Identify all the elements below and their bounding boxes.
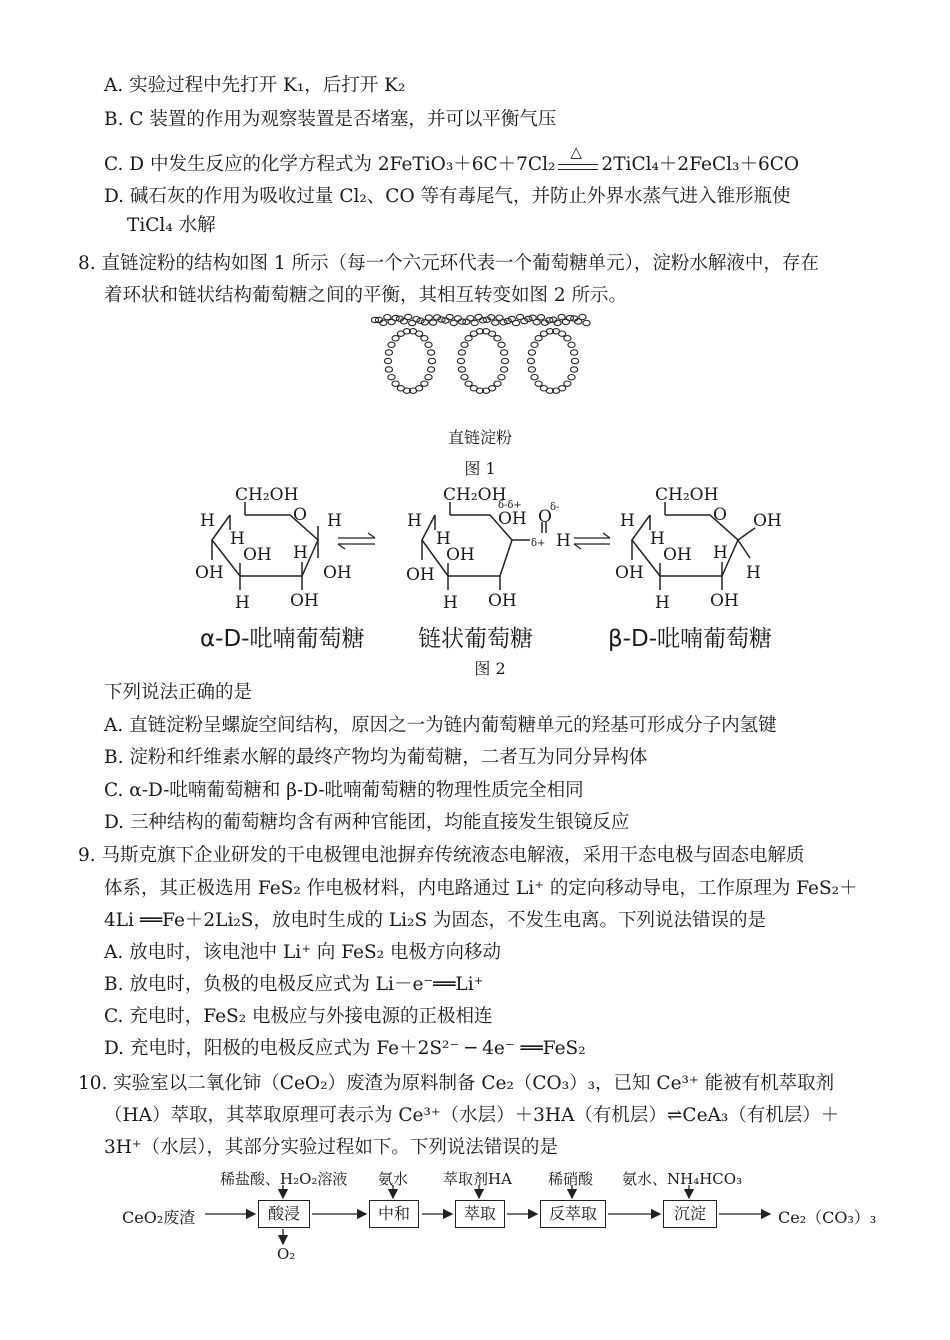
- alpha-oh: OH: [195, 563, 224, 583]
- byproduct-label: O₂: [277, 1245, 296, 1263]
- alpha-h: H: [293, 543, 308, 563]
- beta-oh: OH: [615, 563, 644, 583]
- beta-glucose-label: β-D-吡喃葡萄糖: [608, 626, 772, 652]
- beta-ring-o: O: [713, 505, 727, 525]
- alpha-ch2oh: CH₂OH: [235, 485, 299, 505]
- q7-option-c-reactants: C. D 中发生反应的化学方程式为 2FeTiO₃＋6C＋7Cl₂: [104, 154, 556, 175]
- alpha-h: H: [327, 511, 342, 531]
- amylose-helix-figure: [365, 305, 595, 405]
- q7-option-c: [104, 143, 800, 178]
- chain-oh: OH: [406, 565, 435, 585]
- chain-oh: OH: [498, 509, 527, 529]
- beta-h: H: [620, 511, 635, 531]
- q10-stem-line1: 10. 实验室以二氧化铈（CeO₂）废渣为原料制备 Ce₂（CO₃）₃，已知 Ce³⁺ 能被有机萃取剂: [78, 1073, 835, 1094]
- chain-ch2oh: CH₂OH: [443, 485, 507, 505]
- flow-end: Ce₂（CO₃）₃: [778, 1208, 877, 1227]
- q10-stem-line3: 3H⁺（水层），其部分实验过程如下。下列说法错误的是: [104, 1137, 558, 1158]
- equilibrium-arrows: [338, 533, 375, 549]
- alpha-ring-o: O: [293, 505, 307, 525]
- figure1-label: 直链淀粉: [447, 428, 512, 447]
- flow-start: CeO₂废渣: [122, 1208, 196, 1227]
- reagent-label: 稀硝酸: [548, 1170, 594, 1188]
- reagent-label: 氨水: [378, 1170, 409, 1188]
- q7-option-d-line1: D. 碱石灰的作用为吸收过量 Cl₂、CO 等有毒尾气，并防止外界水蒸气进入锥形瓶使: [104, 186, 791, 207]
- q9-stem-line1: 9. 马斯克旗下企业研发的干电极锂电池摒弃传统液态电解液，采用干态电极与固态电解质: [78, 845, 805, 866]
- chain-delta-plus: δ+: [531, 538, 546, 549]
- q10-stem-line2: （HA）萃取，其萃取原理可表示为 Ce³⁺（水层）＋3HA（有机层）⇌CeA₃（有机层）＋: [104, 1105, 840, 1126]
- q8-option-b: B. 淀粉和纤维素水解的最终产物均为葡萄糖，二者互为同分异构体: [104, 747, 648, 768]
- q8-stem-line2: 着环状和链状结构葡萄糖之间的平衡，其相互转变如图 2 所示。: [104, 285, 628, 306]
- reagent-label: 氨水、NH₄HCO₃: [622, 1170, 743, 1188]
- chain-glucose-label: 链状葡萄糖: [418, 626, 533, 652]
- beta-ch2oh: CH₂OH: [655, 485, 719, 505]
- flow-step-precipitate: 沉淀: [663, 1200, 717, 1228]
- q9-stem-line2: 体系，其正极选用 FeS₂ 作电极材料，内电路通过 Li⁺ 的定向移动导电，工作原理为 FeS₂＋: [104, 878, 858, 899]
- equals-double-line: [558, 164, 598, 165]
- flow-step-acid-leach: 酸浸: [258, 1200, 310, 1228]
- alpha-oh: OH: [323, 563, 352, 583]
- q7-option-a: A. 实验过程中先打开 K₁，后打开 K₂: [104, 75, 406, 96]
- alpha-oh: OH: [243, 545, 272, 565]
- q8-stem-line1: 8. 直链淀粉的结构如图 1 所示（每一个六元环代表一个葡萄糖单元），淀粉水解液中，存在: [78, 253, 819, 274]
- reagent-label: 萃取剂HA: [443, 1170, 512, 1188]
- chain-h: H: [443, 593, 458, 613]
- beta-oh: OH: [753, 511, 782, 531]
- alpha-h: H: [200, 511, 215, 531]
- q7-option-c-products: 2TiCl₄＋2FeCl₃＋6CO: [601, 154, 800, 175]
- beta-oh: OH: [710, 591, 739, 611]
- equilibrium-arrows: [574, 533, 610, 549]
- chain-delta-pair: δ-δ+: [498, 500, 522, 511]
- q9-stem-line3: 4Li ══Fe＋2Li₂S，放电时生成的 Li₂S 为固态，不发生电离。下列说法错误的是: [104, 910, 767, 931]
- beta-h: H: [746, 563, 761, 583]
- q9-option-c: C. 充电时，FeS₂ 电极应与外接电源的正极相连: [104, 1006, 493, 1027]
- heat-symbol: △: [570, 143, 582, 161]
- q9-option-a: A. 放电时，该电池中 Li⁺ 向 FeS₂ 电极方向移动: [104, 942, 501, 963]
- reaction-condition: [555, 143, 601, 178]
- q7-option-d-line2: TiCl₄ 水解: [127, 215, 216, 236]
- chain-carbonyl-o: O: [538, 507, 552, 527]
- flow-arrows: [0, 1160, 950, 1260]
- flow-step-neutralize: 中和: [369, 1200, 419, 1228]
- figure1-caption: 图 1: [464, 459, 496, 478]
- chain-oh: OH: [488, 591, 517, 611]
- chain-oh: OH: [446, 545, 475, 565]
- reagent-label: 稀盐酸、H₂O₂溶液: [220, 1170, 348, 1188]
- chain-h: H: [436, 529, 451, 549]
- flow-step-extract: 萃取: [455, 1200, 505, 1228]
- alpha-h: H: [230, 529, 245, 549]
- beta-oh: OH: [663, 545, 692, 565]
- q9-option-b: B. 放电时，负极的电极反应式为 Li－e⁻══Li⁺: [104, 974, 484, 995]
- q8-option-a: A. 直链淀粉呈螺旋空间结构，原因之一为链内葡萄糖单元的羟基可形成分子内氢键: [104, 715, 777, 736]
- figure2-caption: 图 2: [474, 659, 506, 678]
- q7-option-b: B. C 装置的作用为观察装置是否堵塞，并可以平衡气压: [104, 109, 557, 130]
- q8-prompt: 下列说法正确的是: [104, 682, 253, 703]
- alpha-oh: OH: [290, 591, 319, 611]
- beta-h: H: [650, 529, 665, 549]
- q8-option-c: C. α-D-吡喃葡萄糖和 β-D-吡喃葡萄糖的物理性质完全相同: [104, 780, 584, 801]
- beta-h: H: [655, 593, 670, 613]
- alpha-glucose-label: α-D-吡喃葡萄糖: [200, 626, 365, 652]
- glucose-equilibrium-figure: [190, 478, 790, 618]
- chain-delta-minus: δ-: [550, 502, 560, 513]
- alpha-h: H: [235, 593, 250, 613]
- q8-option-d: D. 三种结构的葡萄糖均含有两种官能团，均能直接发生银镜反应: [104, 812, 630, 833]
- flow-step-back-extract: 反萃取: [540, 1200, 606, 1228]
- beta-h: H: [713, 543, 728, 563]
- q9-option-d: D. 充电时，阳极的电极反应式为 Fe＋2S²⁻ ─ 4e⁻ ══FeS₂: [104, 1038, 586, 1059]
- chain-h: H: [407, 511, 422, 531]
- chain-h: H: [556, 531, 571, 551]
